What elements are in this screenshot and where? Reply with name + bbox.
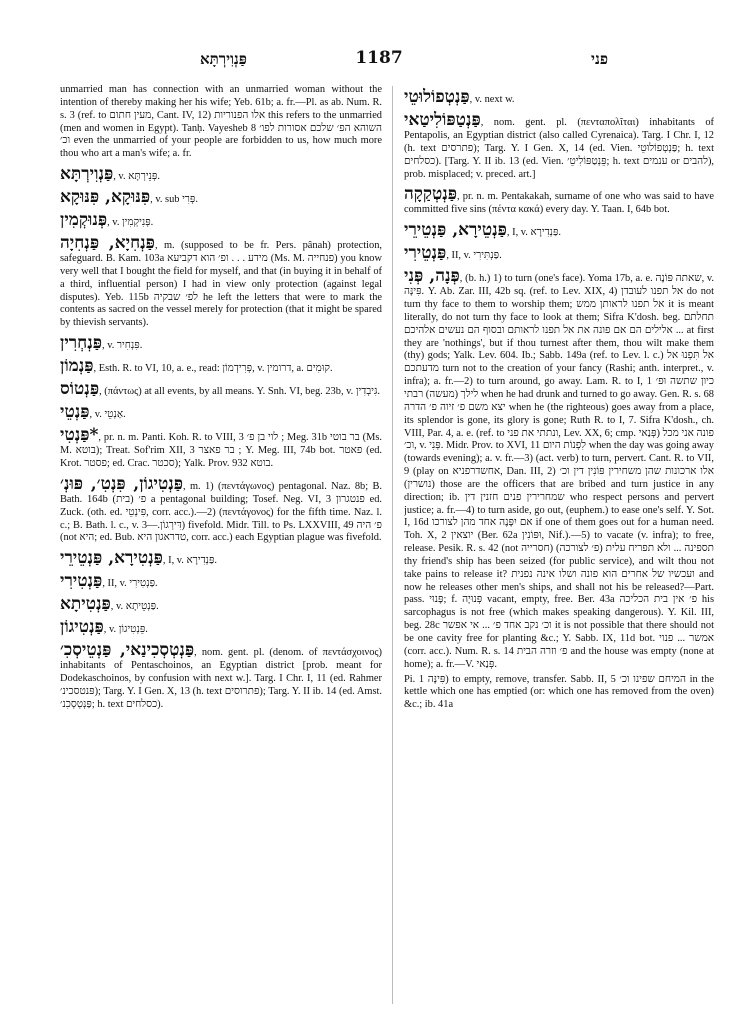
entry-headword: פַּנְחִיָא, פַּנְחִיָה xyxy=(60,233,155,254)
entry-definition: pr. n. m. Panti. Koh. R. to VIII, 3 לוי בן פ׳ ; Meg. 31b בר בוטי (Ms. M. בוטא); Treat. Sof'rim XII, 3 בר פאצר ; Y. Meg. III, 74b bot. פאטר (ed. Krot. פסטר; ed. Crac. סכטר); Yalk. Prov. 932 בוטא. xyxy=(60,432,382,469)
dictionary-entry: פַּנְטִיתָא, v. פַּנְטֵיתָא. xyxy=(60,594,159,615)
entry-headword: פַּנְטִיתָא xyxy=(60,594,111,615)
entry-headword: פְּנוּקְמִין xyxy=(60,210,108,231)
entry-headword: פַּנְטִירָא, פַּנְטֵירֵי xyxy=(60,548,163,569)
entry-definition: I, v. פַּנְדִירָא. xyxy=(168,555,217,567)
entry-definition: pr. n. m. Pentakakah, surname of one who was said to have committed five sins (πέντα κακά) every day. Y. Taan. I, 64b bot. xyxy=(404,191,714,216)
dictionary-entry: פַּנְטֵירִי, II, v. פַּנְתִּירִי. xyxy=(404,243,502,264)
running-header xyxy=(60,48,698,74)
dictionary-entry: פַּנְטוֹס, (πάντως) at all events, by all means. Y. Snh. VI, beg. 23b, v. גִּיבְדִין. xyxy=(60,379,381,400)
entry-definition: II, v. פַּנְתִּירִי. xyxy=(451,250,502,262)
entry-definition: (πάντως) at all events, by all means. Y. Snh. VI, beg. 23b, v. גִּיבְדִין. xyxy=(104,386,381,398)
header-left-guideword: פַּנְוִירְתָּא xyxy=(200,50,247,68)
entry-headword: פַּנְטַפּוֹלִיטַאי xyxy=(404,110,481,130)
page-number: 1187 xyxy=(355,48,403,68)
entry-headword: פַּנְטִיגוֹן, פִּנְטִ׳, פּוּנְ׳ xyxy=(60,473,183,494)
dictionary-entry: פַּנְטֵי, v. אַנְטֵי. xyxy=(60,402,126,423)
dictionary-entry: פִּנּוּקָא, פִּנּוּקָא, v. sub פְּרִי. xyxy=(60,187,198,208)
dictionary-entry xyxy=(60,84,382,161)
entry-headword: פַּנְטְקַקָה xyxy=(404,184,458,205)
entry-definition: m. (supposed to be fr. Pers. pânah) protection, safeguard. B. Kam. 103a מידע . . . ופ׳ הוא דקביעא (Ms. M. פנחייה) you know very well that I bought the field for myself, and that (in buying it in behalf of a third, influential person) I had in view only protection (against legal disputes). Yeb. 115b לפ׳ שבקיה he left the letters that were to mark the contents as sacred on the vessel merely for protection (that it might be spared by thievish servants). xyxy=(60,240,382,329)
dictionary-entry: פַּנְטַפּוֹלִיטַאי, nom. gent. pl. (πενταπολῖται) inhabitants of Pentapolis, an Egyptian district (also called Cyrenaica). Targ. I Chr. I, 12 (h. text פתרסים); Targ. Y. I Gen. X, 14 (ed. Vien. פַּנְטְפוֹלוּטֵי; h. text כסלחים). [Targ. Y. II ib. 13 (ed. Vien. פֵּנְטַפּוֹלִיטֵ׳; h. text ענמים or להבים), prob. misplaced; v. preced. art.] xyxy=(404,110,714,180)
dictionary-entry: פַּנְטִירָא, פַּנְטֵירֵי, I, v. פַּנְדִירָא. xyxy=(60,548,217,569)
entry-headword: פַּנְטֵירִי xyxy=(404,243,447,264)
dictionary-entry: פַּנְטִיגוֹן, v. פֵּנְטִיגוֹן. xyxy=(60,617,148,638)
entry-definition: v. פְּנִיקְמִין. xyxy=(112,217,154,229)
dictionary-entry: פַּנְמוֹן, Esth. R. to VI, 10, a. e., read: פְּרִידְמוֹן, v. דרומין, a. קוּמִים. xyxy=(60,356,333,377)
entry-definition: unmarried man has connection with an unmarried woman without the intention of thereby making her his wife; Yeb. 61b; a. fr.—Pl. as ab. Num. R. s. 3 (ref. to מעין חתום, Cant. IV, 12) אלו הפנוריות this refers to the unmarried (men and women in Egypt). Tanḥ. Vayesheb 8 השוהא הפ׳ שלכם אסורות לפו׳ וכ׳ even the unmarried of your people are forbidden to us, how much more thou who art a man's wife; a. fr. xyxy=(60,84,382,160)
left-column xyxy=(60,84,382,1010)
dictionary-entry: פַּנְטְסְכִינַאי, פַּנְטֵיסְכִ׳, nom. gent. pl. (denom. of πεντάσχοινος) inhabitants of Pentaschoinos, an Egyptian district [prob. meant for Dodekaschoinos, by confusion with next w.]. Targ. I Chr. I, 11 (ed. Rahmer פּנטסכינ׳); Targ. Y. I Gen. X, 13 (h. text פתרוסים); Targ. Y. II ib. 14 (ed. Amst. פַּנְטְסְכִנ׳; h. text כסלחים). xyxy=(60,640,382,710)
dictionary-entry: פַּנְטְפוֹלוּטֵי, v. next w. xyxy=(404,87,515,107)
header-right-guideword: פני xyxy=(591,50,608,68)
entry-headword: פַּנְטוֹס xyxy=(60,379,100,400)
entry-headword: *פַּנְטִי xyxy=(60,425,99,446)
entry-definition: v. פַּנְטֵיתָא. xyxy=(116,601,159,613)
dictionary-entry xyxy=(404,674,714,713)
entry-definition: Pi. פִּינָּה 1) to empty, remove, transfer. Sabb. II, 5 המיחם שפינו וכ׳ in the kettle which one has emptied (or: which one has removed from the oven) &c.; ib. 41a xyxy=(404,673,714,711)
right-column xyxy=(404,84,714,1010)
dictionary-entry: פְּנוּקְמִין, v. פְּנִיקְמִין. xyxy=(60,210,154,231)
entry-headword: פַּנְטֵירָא, פַּנְטֵירֵי xyxy=(404,220,507,241)
entry-headword: פַּנְטִיגוֹן xyxy=(60,617,104,638)
entry-headword: פְּנָה, פְּנִי xyxy=(404,266,460,287)
entry-definition: m. 1) (πεντάγωνος) pentagonal. Naz. 8b; B. Bath. 164b פ׳ (בית) a pentagonal building; Tosef. Neg. VI, 3 פנטגרון ed. Zuck. (oth. ed. פִּינְטֵי, corr. acc.).—2) (πεντάγονος) for the fifth time. Naz. l. c.; B. Bath. l. c., v. דִּירְגוֹן.—3) fivefold. Midr. Till. to Ps. LXXVIII, 49 פ׳ היה (not היא; ed. Bub. טדראגון היא, corr. acc.) each Egyptian plague was fivefold. xyxy=(60,480,382,544)
entry-headword: פַּנְוִירְתָּא xyxy=(60,164,114,185)
entry-definition: I, v. פַּנְדִירָא. xyxy=(512,227,561,239)
entry-headword: פַּנְטֵי xyxy=(60,402,90,423)
dictionary-entry: פְּנָה, פְּנִי, (b. h.) 1) to turn (one's face). Yoma 17b, a. e. שאתה פּוֹנֶה, v. פִּינָּה. Y. Ab. Zar. III, 42b sq. (ref. to Lev. XIX, 4) אל תפנו לעובדן do not turn thy face to them to worship them; אל תפנו לראותן ממש it is meant literally, do not turn thy face to look at them; Sifra K'dosh. beg. תחלתם אלילים הם אם פונה את אל תפנו לראותם ובסוף הם נעשים אלהיכם ... at first they are 'nothings', but if thou turnest after them, thou wilt make them (thy) gods; Yalk. Lev. 604. Ib.; Sabb. 149a (ref. to Lev. l. c.) אל תִּפְנוּ אל מדעתכם turn not to the creation of your fancy (Rashi; anth. interpret., v. infra); a. fr.—2) to turn around, go away. Lam. R. to I, 1 כיון שתשה וּפ׳ לילך (מעשה) רבתי when he had drunk and turned to go away. Gen. R. s. 68 יצא משם פ׳ זיוה פ׳ הדרה when he (the righteous) goes away from a place, its splendor is gone, its glory is gone; Ruth R. to I, 7. Sifra K'dosh., ch. VIII, Par. 4, a. e. (ref. to ונתתי את פני, Lev. XX, 6; cmp. פְּנַאי) פונה אני מכל וכ׳, v. פְּנִי. Midr. Prov. to XVI, 11 לִפְנוֹת היום when the day was going away (towards evening); a. v. fr.—3) (act. verb) to turn, pervert. Cant. R. to VII, 9 (play on אחשדרפניא, Dan. III, 2) אלו ארכונות שהן משחירין פּוֹנִין דין וכ׳ (נושרין) those are the officers that are bribed and turn justice in any direction; ib. שמחרירין פנים חזנין דין who respect persons and pervert justice; a. fr.—4) to turn aside, go out, (euphem.) to ease one's self. Y. Sot. I, 16d אם יִפָּנֶה אחד מהן לצורכו if one of them goes out for a human need. Toh. X, 2 יוצאין (Ber. 62a וּפּוֹנִין, Nif.).—5) to vacate (v. infra); to free, release. Pesik. R. s. 42 (not חסרייה) תספינה ... ולא תפריח עלית (פ׳ לצורכה) thy friend's ship has been seized (for public service), and wilt thou not take pains to release it? ועכשיו של אחרים הוא פונה ושלו אינה נפנית and now he releases other men's ships, and shall not his be released?—Part. pass. פָּנוּי; f. פְּנוּיָה vacant, empty, free. Ber. 43a פ׳ אין בית הכליכה his sarcophagus is not free (which makes speaking dangerous). Y. Kil. III, beg. 28c וכ׳ נקב אחד פ׳ ... אי אפשר it is not possible that there should not be one cavity free for planting &c.; Y. Sabb. IX, 11d bot. אמשר ... פנוי (corr. acc.). Num. R. s. 14 פ׳ וזרה הבית and the house was empty (none at home); a. fr.—V. פְּנַאי. xyxy=(404,266,714,670)
entry-definition: v. פְּנֵירְתָּא. xyxy=(118,171,160,183)
entry-definition: nom. gent. pl. (πενταπολῖται) inhabitants of Pentapolis, an Egyptian district (also called Cyrenaica). Targ. I Chr. I, 12 (h. text פתרסים); Targ. Y. I Gen. X, 14 (ed. Vien. פַּנְטְפוֹלוּטֵי; h. text כסלחים). [Targ. Y. II ib. 13 (ed. Vien. פֵּנְטַפּוֹלִיטֵ׳; h. text ענמים or להבים), prob. misplaced; v. preced. art.] xyxy=(404,117,714,180)
dictionary-entry: פַּנְטֵירָא, פַּנְטֵירֵי, I, v. פַּנְדִירָא. xyxy=(404,220,561,241)
dictionary-entry: פַּנְטִירִי, II, v. פַּנְטִירִי. xyxy=(60,571,158,592)
entry-headword: פַּנְטְסְכִינַאי, פַּנְטֵיסְכִ׳ xyxy=(60,640,195,661)
entry-headword: פִּנּוּקָא, פִּנּוּקָא xyxy=(60,187,151,208)
dictionary-entry: פַּנְחִיָא, פַּנְחִיָה, m. (supposed to be fr. Pers. pânah) protection, safeguard. B. Kam. 103a מידע . . . ופ׳ הוא דקביעא (Ms. M. פנחייה) you know very well that I bought the field for myself, and that (in buying it in behalf of a third, influential person) I had in view only protection (against legal disputes). Yeb. 115b לפ׳ שבקיה he left the letters that were to mark the contents as sacred on the vessel merely for protection (that it might be spared by thievish servants). xyxy=(60,233,382,329)
entry-definition: (b. h.) 1) to turn (one's face). Yoma 17b, a. e. שאתה פּוֹנֶה, v. פִּינָּה. Y. Ab. Zar. III, 42b sq. (ref. to Lev. XIX, 4) אל תפנו לעובדן do not turn thy face to them to worship them; אל תפנו לראותן ממש it is meant literally, do not turn thy face to look at them; Sifra K'dosh. beg. תחלתם אלילים הם אם פונה את אל תפנו לראותם ובסוף הם נעשים אלהיכם ... at first they are 'nothings', but if thou turnest after them, thou wilt make them (thy) gods; Yalk. Lev. 604. Ib.; Sabb. 149a (ref. to Lev. l. c.) אל תִּפְנוּ אל מדעתכם turn not to the creation of your fancy (Rashi; anth. interpret., v. infra); a. fr.—2) to turn around, go away. Lam. R. to I, 1 כיון שתשה וּפ׳ לילך (מעשה) רבתי when he had drunk and turned to go away. Gen. R. s. 68 יצא משם פ׳ זיוה פ׳ הדרה when he (the righteous) goes away from a place, its splendor is gone, its glory is gone; Ruth R. to I, 7. Sifra K'dosh., ch. VIII, Par. 4, a. e. (ref. to ונתתי את פני, Lev. XX, 6; cmp. פְּנַאי) פונה אני מכל וכ׳, v. פְּנִי. Midr. Prov. to XVI, 11 לִפְנוֹת היום when the day was going away (towards evening); a. v. fr.—3) (act. verb) to turn, pervert. Cant. R. to VII, 9 (play on אחשדרפניא, Dan. III, 2) אלו ארכונות שהן משחירין פּוֹנִין דין וכ׳ (נושרין) those are the officers that are bribed and turn justice in any direction; ib. שמחרירין פנים חזנין דין who respect persons and pervert justice; a. fr.—4) to turn aside, go out, (euphem.) to ease one's self. Y. Sot. I, 16d אם יִפָּנֶה אחד מהן לצורכו if one of them goes out for a human need. Toh. X, 2 יוצאין (Ber. 62a וּפּוֹנִין, Nif.).—5) to vacate (v. infra); to free, release. Pesik. R. s. 42 (not חסרייה) תספינה ... ולא תפריח עלית (פ׳ לצורכה) thy friend's ship has been seized (for public service), and wilt thou not take pains to release it? ועכשיו של אחרים הוא פונה ושלו אינה נפנית and now he releases other men's ships, and shall not his be released?—Part. pass. פָּנוּי; f. פְּנוּיָה vacant, empty, free. Ber. 43a פ׳ אין בית הכליכה his sarcophagus is not free (which makes speaking dangerous). Y. Kil. III, beg. 28c וכ׳ נקב אחד פ׳ ... אי אפשר it is not possible that there should not be one cavity free for planting &c.; Y. Sabb. IX, 11d bot. אמשר ... פנוי (corr. acc.). Num. R. s. 14 פ׳ וזרה הבית and the house was empty (none at home); a. fr.—V. פְּנַאי. xyxy=(404,273,714,670)
entry-definition: II, v. פַּנְטִירִי. xyxy=(107,578,158,590)
dictionary-entry: *פַּנְטִי, pr. n. m. Panti. Koh. R. to VIII, 3 לוי בן פ׳ ; Meg. 31b בר בוטי (Ms. M. בוטא); Treat. Sof'rim XII, 3 בר פאצר ; Y. Meg. III, 74b bot. פאטר (ed. Krot. פסטר; ed. Crac. סכטר); Yalk. Prov. 932 בוטא. xyxy=(60,425,382,469)
entry-headword: פַּנְחְרִין xyxy=(60,333,102,354)
entry-definition: v. פֵּנְטִיגוֹן. xyxy=(109,624,148,636)
dictionary-entry: פַּנְטְקַקָה, pr. n. m. Pentakakah, surname of one who was said to have committed five sins (πέντα κακά) every day. Y. Taan. I, 64b bot. xyxy=(404,184,714,216)
entry-definition: v. sub פְּרִי. xyxy=(155,194,198,206)
entry-headword: פַּנְמוֹן xyxy=(60,356,94,377)
entry-definition: v. next w. xyxy=(474,94,515,105)
entry-definition: v. פִּנְחִיר. xyxy=(107,340,143,352)
dictionary-entry: פַּנְחְרִין, v. פִּנְחִיר. xyxy=(60,333,143,354)
entry-definition: nom. gent. pl. (denom. of πεντάσχοινος) inhabitants of Pentaschoinos, an Egyptian district [prob. meant for Dodekaschoinos, by confusion with next w.]. Targ. I Chr. I, 11 (ed. Rahmer פּנטסכינ׳); Targ. Y. I Gen. X, 13 (h. text פתרוסים); Targ. Y. II ib. 14 (ed. Amst. פַּנְטְסְכִנ׳; h. text כסלחים). xyxy=(60,647,382,710)
entry-headword: פַּנְטִירִי xyxy=(60,571,103,592)
entry-headword: פַּנְטְפוֹלוּטֵי xyxy=(404,87,470,107)
entry-definition: Esth. R. to VI, 10, a. e., read: פְּרִידְמוֹן, v. דרומין, a. קוּמִים. xyxy=(98,363,333,375)
entry-definition: v. אַנְטֵי. xyxy=(94,409,126,421)
column-divider xyxy=(392,86,393,1004)
dictionary-entry: פַּנְוִירְתָּא, v. פְּנֵירְתָּא. xyxy=(60,164,160,185)
dictionary-entry: פַּנְטִיגוֹן, פִּנְטִ׳, פּוּנְ׳, m. 1) (πεντάγωνος) pentagonal. Naz. 8b; B. Bath. 164b פ׳ (בית) a pentagonal building; Tosef. Neg. VI, 3 פנטגרון ed. Zuck. (oth. ed. פִּינְטֵי, corr. acc.).—2) (πεντάγονος) for the fifth time. Naz. l. c.; B. Bath. l. c., v. דִּירְגוֹן.—3) fivefold. Midr. Till. to Ps. LXXVIII, 49 פ׳ היה (not היא; ed. Bub. טדראגון היא, corr. acc.) each Egyptian plague was fivefold. xyxy=(60,473,382,544)
